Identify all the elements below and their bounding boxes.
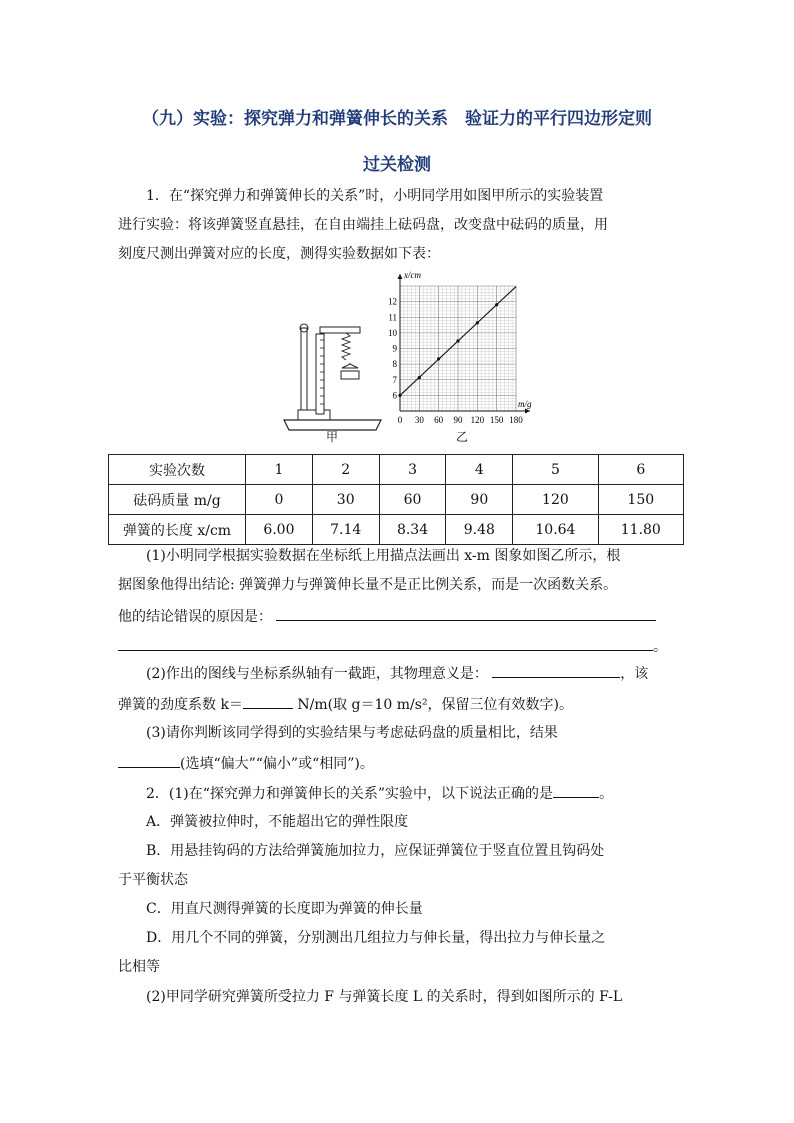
data-point: [398, 394, 401, 397]
table-row: [109, 485, 684, 515]
x-tick-label: 0: [397, 415, 403, 425]
x-tick-label: 60: [434, 415, 444, 425]
data-point: [495, 303, 498, 306]
table-cell: 6: [598, 455, 683, 485]
figure-label-right: 乙: [456, 430, 469, 444]
apparatus-figure: [280, 318, 385, 443]
figure-label-left: 甲: [326, 430, 339, 444]
y-tick-label: 10: [388, 327, 397, 338]
x-axis-arrow: [525, 409, 530, 414]
table-cell: 90: [446, 485, 513, 515]
x-tick-label: 180: [509, 415, 523, 425]
answer-blank[interactable]: [118, 636, 653, 651]
answer-blank[interactable]: [492, 663, 620, 678]
q1-part2-k-pre: 弹簧的劲度系数 k＝: [118, 697, 243, 713]
y-tick-label: 12: [388, 296, 397, 307]
x-axis-label: m/g: [518, 399, 532, 409]
data-point: [418, 376, 421, 379]
answer-blank[interactable]: [276, 606, 656, 621]
table-cell: 6.00: [246, 515, 313, 545]
q2-stem-end: 。: [599, 786, 614, 802]
table-cell: 弹簧的长度 x/cm: [109, 515, 246, 545]
data-point: [437, 357, 440, 360]
q1-intro-line-3: 刻度尺测出弹簧对应的长度，测得实验数据如下表：: [118, 246, 440, 262]
q2-option-b-line-1: B．用悬挂钩码的方法给弹簧施加拉力，应保证弹簧位于竖直位置且钩码处: [146, 843, 605, 859]
y-tick-label: 7: [392, 374, 397, 385]
answer-blank[interactable]: [553, 783, 599, 798]
q1-part1-line-2: 据图象他得出结论: 弹簧弹力与弹簧伸长量不是正比例关系，而是一次函数关系。: [118, 577, 618, 593]
y-tick-label: 8: [392, 359, 397, 370]
x-tick-label: 90: [453, 415, 463, 425]
table-cell: 10.64: [513, 515, 598, 545]
page-title: （九）实验：探究弹力和弹簧伸长的关系 验证力的平行四边形定则: [142, 109, 652, 129]
x-tick-label: 120: [470, 415, 485, 425]
data-point: [456, 339, 459, 342]
q2-part2: (2)甲同学研究弹簧所受拉力 F 与弹簧长度 L 的关系时，得到如图所示的 F-L: [146, 989, 623, 1005]
q1-part2-end: ，该: [620, 666, 649, 682]
q1-part2-text: (2)作出的图线与坐标系纵轴有一截距，其物理意义是：: [146, 666, 488, 682]
answer-blank[interactable]: [243, 694, 293, 709]
q1-part1-line-3: [118, 606, 678, 627]
x-m-chart: [380, 268, 540, 428]
q1-part1-end: 。: [653, 639, 667, 655]
table-cell: 3: [379, 455, 446, 485]
q1-part3-line-1: (3)请你判断该同学得到的实验结果与考虑砝码盘的质量相比，结果: [146, 725, 558, 741]
table-cell: 8.34: [379, 515, 446, 545]
x-tick-label: 150: [489, 415, 504, 425]
y-tick-label: 9: [392, 343, 397, 354]
table-cell: 4: [446, 455, 513, 485]
q2-option-c: C．用直尺测得弹簧的长度即为弹簧的伸长量: [146, 901, 423, 917]
q2-stem: [146, 783, 678, 804]
table-cell: 60: [379, 485, 446, 515]
q1-intro-line-1: 1．在“探究弹力和弹簧伸长的关系”时，小明同学用如图甲所示的实验装置: [146, 188, 604, 204]
table-cell: 0: [246, 485, 313, 515]
q1-part1-line-1: (1)小明同学根据实验数据在坐标纸上用描点法画出 x-m 图象如图乙所示，根: [146, 548, 621, 564]
q1-part1-text: 他的结论错误的原因是：: [118, 609, 272, 625]
table-cell: 30: [312, 485, 379, 515]
table-row: [109, 515, 684, 545]
table-cell: 5: [513, 455, 598, 485]
table-cell: 2: [312, 455, 379, 485]
q1-part1-line-4: [118, 636, 678, 657]
y-tick-label: 6: [392, 390, 397, 401]
q1-intro-line-2: 进行实验：将该弹簧竖直悬挂，在自由端挂上砝码盘，改变盘中砝码的质量，用: [118, 217, 608, 233]
table-row: [109, 455, 684, 485]
page-subtitle: 过关检测: [363, 155, 431, 175]
table-cell: 实验次数: [109, 455, 246, 485]
q2-stem-text: 2．(1)在“探究弹力和弹簧伸长的关系”实验中，以下说法正确的是: [146, 786, 554, 802]
table-cell: 150: [598, 485, 683, 515]
table-cell: 砝码质量 m/g: [109, 485, 246, 515]
y-axis-label: x/cm: [404, 270, 421, 280]
q1-part2-k-post: N/m(取 g＝10 m/s²，保留三位有效数字)。: [292, 697, 574, 713]
q2-option-d-line-1: D．用几个不同的弹簧，分别测出几组拉力与伸长量，得出拉力与伸长量之: [146, 930, 606, 946]
q1-part3-line-2: [118, 753, 678, 774]
y-tick-label: 11: [388, 312, 397, 323]
table-cell: 120: [513, 485, 598, 515]
q2-option-d-line-2: 比相等: [118, 959, 160, 975]
table-cell: 9.48: [446, 515, 513, 545]
data-table: [108, 454, 684, 545]
data-point: [476, 321, 479, 324]
q2-option-a: A．弹簧被拉伸时，不能超出它的弹性限度: [146, 814, 409, 830]
table-cell: 1: [246, 455, 313, 485]
q1-part3-text: (选填“偏大”“偏小”或“相同”)。: [180, 756, 374, 772]
x-tick-label: 30: [414, 415, 424, 425]
q1-part2-line-1: [146, 663, 678, 684]
q2-option-b-line-2: 于平衡状态: [118, 872, 188, 888]
q1-part2-line-2: [118, 694, 678, 715]
table-cell: 11.80: [598, 515, 683, 545]
table-cell: 7.14: [312, 515, 379, 545]
answer-blank[interactable]: [118, 753, 180, 768]
y-axis-arrow: [398, 274, 403, 279]
